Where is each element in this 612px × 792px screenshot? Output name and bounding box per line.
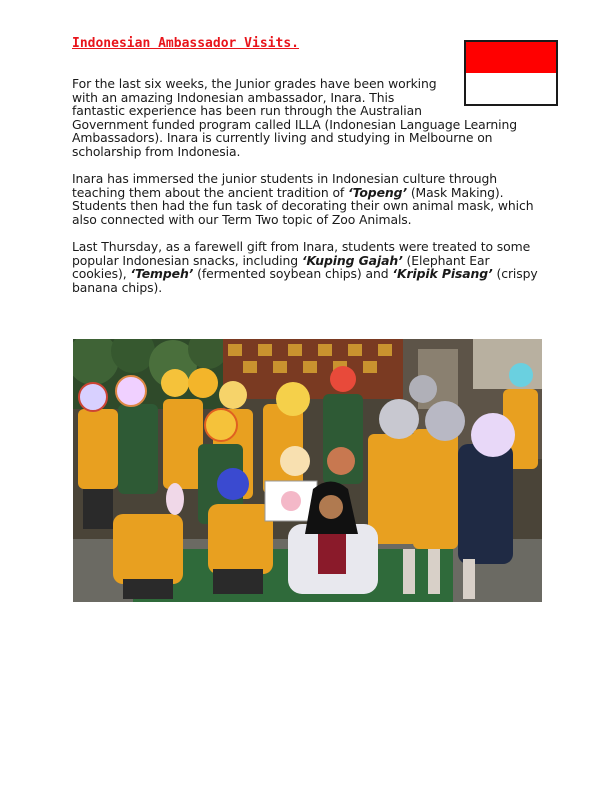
emphasis-tempeh: ‘Tempeh’ xyxy=(130,266,194,282)
text-line xyxy=(72,267,538,281)
text-line xyxy=(72,254,538,268)
text-run: (Mask Making). xyxy=(406,184,504,200)
emphasis-kripik-pisang: ‘Kripik Pisang’ xyxy=(392,266,493,282)
text-run: teaching them about the ancient tradition of xyxy=(72,184,349,200)
text-line: Last Thursday, as a farewell gift from Inara, students were treated to some xyxy=(72,239,531,254)
text-run: (fermented soybean chips) and xyxy=(193,266,393,282)
emphasis-kuping-gajah: ‘Kuping Gajah’ xyxy=(301,252,403,268)
class-photo-illustration xyxy=(73,339,542,602)
text-run: popular Indonesian snacks, including xyxy=(72,252,302,268)
flag-red-band xyxy=(466,42,556,73)
text-line: fantastic experience has been run through the Australian xyxy=(72,103,422,119)
text-line: banana chips). xyxy=(72,279,163,295)
paragraph-topeng xyxy=(72,172,533,226)
emphasis-topeng: ‘Topeng’ xyxy=(348,184,407,200)
text-run: cookies), xyxy=(72,266,131,282)
text-line: with an amazing Indonesian ambassador, Inara. This xyxy=(72,89,395,105)
text-line: also connected with our Term Two topic of Zoo Animals. xyxy=(72,211,412,227)
text-line: Students then had the fun task of decorating their own animal mask, which xyxy=(72,198,534,214)
text-line: For the last six weeks, the Junior grades have been working xyxy=(72,76,437,91)
text-line: Government funded program called ILLA (Indonesian Language Learning xyxy=(72,116,518,132)
class-photo xyxy=(73,339,542,602)
page-title: Indonesian Ambassador Visits. xyxy=(72,36,299,51)
paragraph-ambassador-intro xyxy=(72,77,517,159)
text-run: (Elephant Ear xyxy=(402,252,490,268)
text-line: Ambassadors). Inara is currently living and studying in Melbourne on xyxy=(72,130,493,146)
text-line xyxy=(72,186,533,200)
paragraph-snacks xyxy=(72,240,538,294)
text-line: scholarship from Indonesia. xyxy=(72,143,241,159)
text-line: Inara has immersed the junior students in Indonesian culture through xyxy=(72,171,498,186)
text-run: (crispy xyxy=(492,266,538,282)
